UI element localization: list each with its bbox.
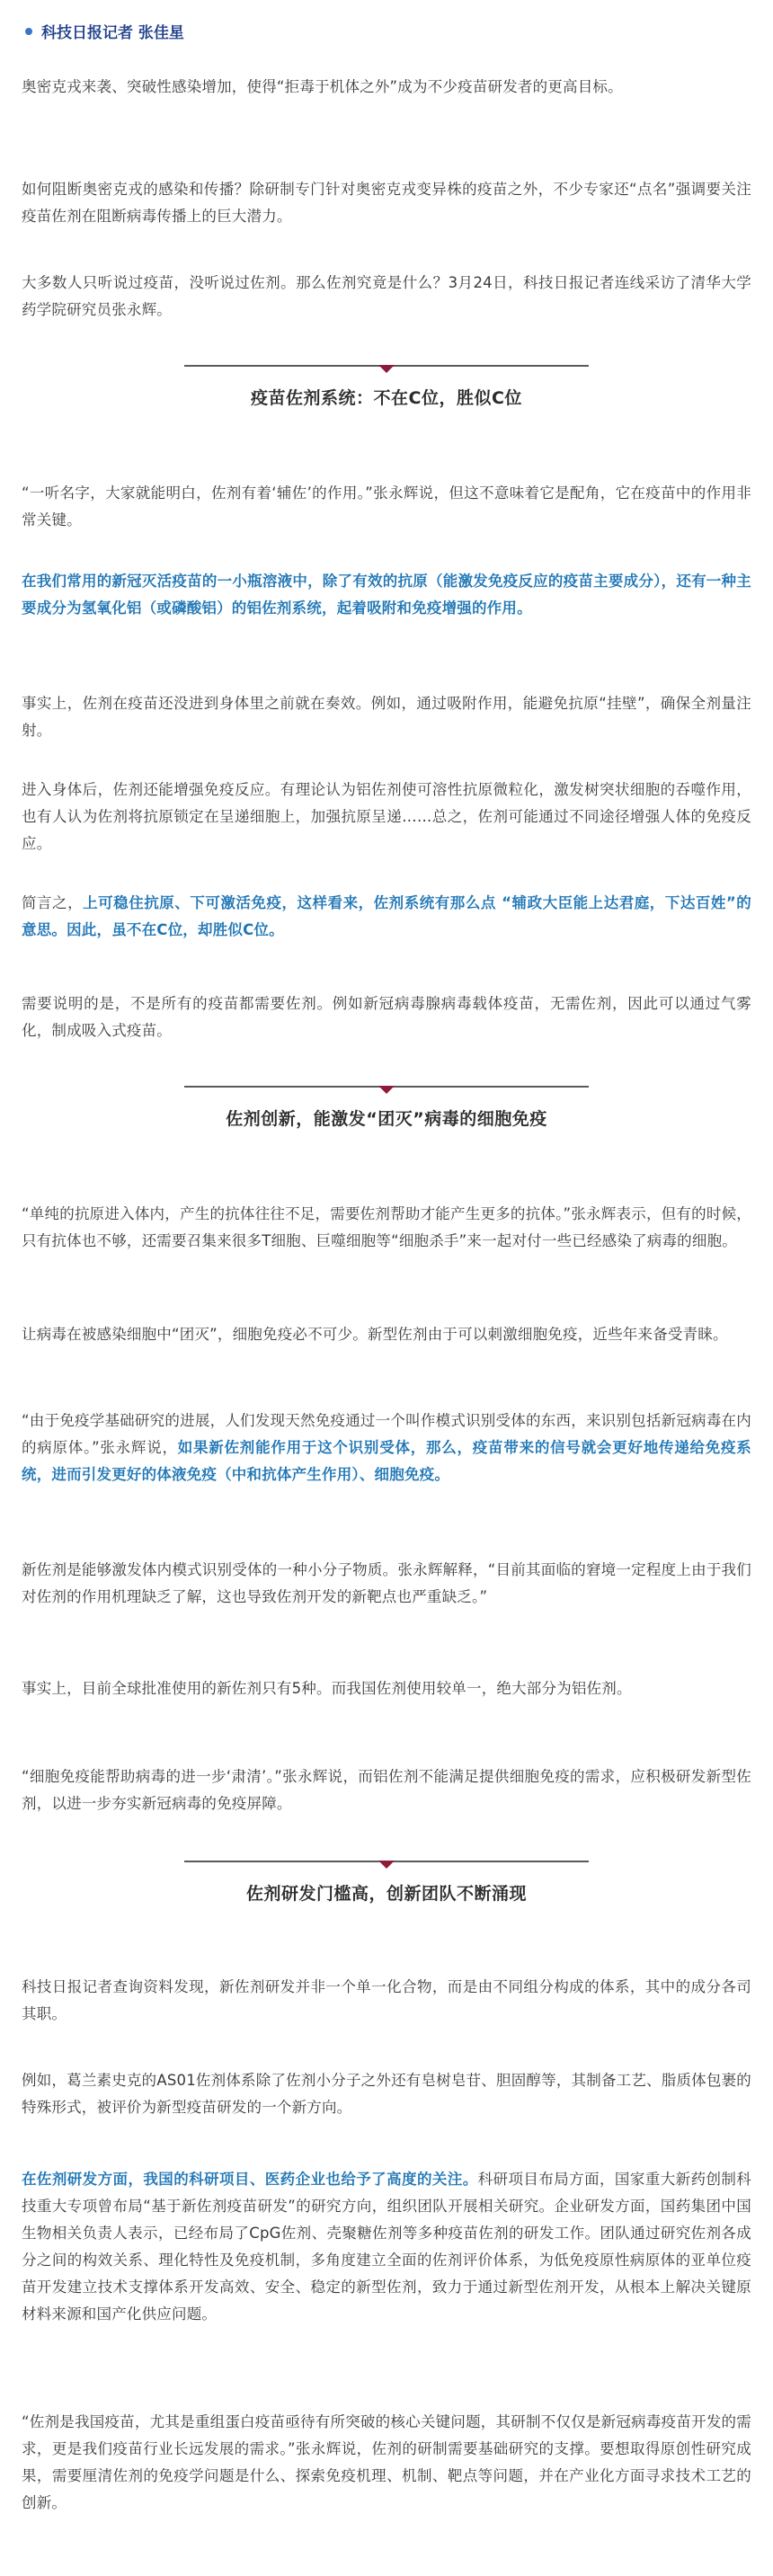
paragraph: 如何阻断奥密克戎的感染和传播？除研制专门针对奥密克戎变异株的疫苗之外，不少专家还“点名”强调要关注疫苗佐剂在阻断病毒传播上的巨大潜力。 <box>22 181 751 225</box>
highlight-text: 在佐剂研发方面，我国的科研项目、医药企业也给予了高度的关注。 <box>22 2171 478 2188</box>
bullet-dot-icon <box>25 28 32 35</box>
paragraph <box>22 890 751 944</box>
paragraph: 例如，葛兰素史克的AS01佐剂体系除了佐剂小分子之外还有皂树皂苷、胆固醇等，其制备工艺、脂质体包裹的特殊形式，被评价为新型疫苗研发的一个新方向。 <box>22 2072 751 2116</box>
paragraph <box>22 1408 751 1488</box>
paragraph: 事实上，目前全球批准使用的新佐剂只有5种。而我国佐剂使用较单一，绝大部分为铝佐剂。 <box>22 1680 632 1697</box>
paragraph-lead: 简言之， <box>22 894 84 911</box>
byline-text: 科技日报记者 张佳星 <box>41 24 184 42</box>
highlight-paragraph: 在我们常用的新冠灭活疫苗的一小瓶溶液中，除了有效的抗原（能激发免疫反应的疫苗主要成分），还有一种主要成分为氢氧化铝（或磷酸铝）的铝佐剂系统，起着吸附和免疫增强的作用。 <box>22 573 751 617</box>
paragraph: “佐剂是我国疫苗，尤其是重组蛋白疫苗亟待有所突破的核心关键问题，其研制不仅仅是新冠病毒疫苗开发的需求，更是我们疫苗行业长远发展的需求。”张永辉说，佐剂的研制需要基础研究的支撑。要想取得原创性研究成果，需要厘清佐剂的免疫学问题是什么、探索免疫机理、机制、靶点等问题，并在产业化方面寻求技术工艺的创新。 <box>22 2413 751 2511</box>
marker-triangle-icon <box>378 1086 395 1094</box>
highlight-text: 如果新佐剂能作用于这个识别受体，那么，疫苗带来的信号就会更好地传递给免疫系统，进而引发更好的体液免疫（中和抗体产生作用）、细胞免疫。 <box>22 1439 752 1483</box>
paragraph: 大多数人只听说过疫苗，没听说过佐剂。那么佐剂究竟是什么？3月24日，科技日报记者连线采访了清华大学药学院研究员张永辉。 <box>22 274 751 318</box>
paragraph: 科技日报记者查询资料发现，新佐剂研发并非一个单一化合物，而是由不同组分构成的体系，其中的成分各司其职。 <box>22 1978 751 2022</box>
paragraph-body: 科研项目布局方面，国家重大新药创制科技重大专项曾布局“基于新佐剂疫苗研发”的研究方向，组织团队开展相关研究。企业研发方面，国药集团中国生物相关负责人表示，已经布局了CpG佐剂、壳聚糖佐剂等多种疫苗佐剂的研发工作。团队通过研究佐剂各成分之间的构效关系、理化特性及免疫机制，多角度建立全面的佐剂评价体系，为低免疫原性病原体的亚单位疫苗开发建立技术支撑体系开发高效、安全、稳定的新型佐剂，致力于通过新型佐剂开发，从根本上解决关键原材料来源和国产化供应问题。 <box>22 2171 751 2323</box>
paragraph: 进入身体后，佐剂还能增强免疫反应。有理论认为铝佐剂使可溶性抗原微粒化，激发树突状细胞的吞噬作用，也有人认为佐剂将抗原锁定在呈递细胞上，加强抗原呈递……总之，佐剂可能通过不同途径增强人体的免疫反应。 <box>22 781 751 852</box>
paragraph: 新佐剂是能够激发体内模式识别受体的一种小分子物质。张永辉解释，“目前其面临的窘境一定程度上由于我们对佐剂的作用机理缺乏了解，这也导致佐剂开发的新靶点也严重缺乏。” <box>22 1561 751 1605</box>
paragraph: 需要说明的是，不是所有的疫苗都需要佐剂。例如新冠病毒腺病毒载体疫苗，无需佐剂，因此可以通过气雾化，制成吸入式疫苗。 <box>22 995 751 1039</box>
paragraph-lead: “由于免疫学基础研究的进展，人们发现天然免疫通过一个叫作模式识别受体的东西，来识别包括新冠病毒在内的病原体。”张永辉说， <box>22 1412 751 1456</box>
paragraph <box>22 2166 751 2328</box>
paragraph: “一听名字，大家就能明白，佐剂有着‘辅佐’的作用。”张永辉说，但这不意味着它是配角，它在疫苗中的作用非常关键。 <box>22 484 751 529</box>
paragraph: 让病毒在被感染细胞中“团灭”，细胞免疫必不可少。新型佐剂由于可以刺激细胞免疫，近些年来备受青睐。 <box>22 1326 728 1343</box>
paragraph: “单纯的抗原进入体内，产生的抗体往往不足，需要佐剂帮助才能产生更多的抗体。”张永辉表示，但有的时候，只有抗体也不够，还需要召集来很多T细胞、巨噬细胞等“细胞杀手”来一起对付一些已经感染了病毒的细胞。 <box>22 1205 751 1249</box>
marker-triangle-icon <box>378 365 395 373</box>
marker-triangle-icon <box>378 1861 395 1869</box>
section-title: 疫苗佐剂系统：不在C位，胜似C位 <box>251 388 522 408</box>
paragraph: 事实上，佐剂在疫苗还没进到身体里之前就在奏效。例如，通过吸附作用，能避免抗原“挂壁”，确保全剂量注射。 <box>22 695 751 739</box>
paragraph: 奥密克戎来袭、突破性感染增加，使得“拒毒于机体之外”成为不少疫苗研发者的更高目标。 <box>22 78 623 95</box>
section-title: 佐剂研发门槛高，创新团队不断涌现 <box>245 1884 527 1904</box>
section-title: 佐剂创新，能激发“团灭”病毒的细胞免疫 <box>226 1109 547 1129</box>
highlight-text: 上可稳住抗原、下可激活免疫，这样看来，佐剂系统有那么点 “辅政大臣能上达君庭，下达百姓”的意思。因此，虽不在C位，却胜似C位。 <box>22 894 751 938</box>
paragraph: “细胞免疫能帮助病毒的进一步‘肃清’。”张永辉说，而铝佐剂不能满足提供细胞免疫的需求，应积极研发新型佐剂，以进一步夯实新冠病毒的免疫屏障。 <box>22 1768 751 1812</box>
byline <box>25 20 184 42</box>
